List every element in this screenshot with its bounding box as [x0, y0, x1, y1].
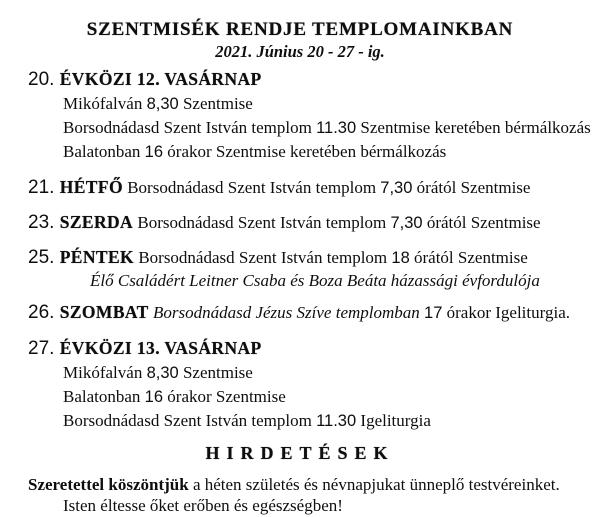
day-heading — [28, 246, 600, 270]
announcement-line — [63, 496, 600, 517]
text-run: Szentmise keretében bérmálkozás — [356, 118, 591, 137]
text-run: 7,30 — [390, 214, 423, 232]
text-run: ÉVKÖZI 12. VASÁRNAP — [59, 69, 262, 89]
section-friday-june-25 — [28, 246, 600, 292]
text-run: ÉVKÖZI 13. VASÁRNAP — [59, 338, 262, 358]
text-run: a héten születés és névnapjukat ünneplő testvéreinket. — [188, 475, 560, 494]
text-run: órától Szentmise — [412, 178, 531, 197]
section-sunday-june-20 — [28, 68, 600, 164]
text-run: 8,30 — [146, 95, 179, 113]
text-run: 8,30 — [146, 364, 179, 382]
text-run: 26. — [28, 302, 60, 323]
schedule-line — [63, 116, 600, 140]
text-run: 11.30 — [316, 412, 357, 430]
text-run: Borsodnádasd Szent István templom — [122, 178, 381, 197]
text-run: 23. — [28, 212, 60, 233]
announcements-heading: HIRDETÉSEK — [205, 443, 395, 463]
text-run: Borsodnádasd Szent István templom — [63, 411, 317, 430]
text-run: Balatonban — [63, 387, 145, 406]
text-run: Balatonban — [63, 142, 145, 161]
day-heading — [28, 176, 600, 200]
section-saturday-june-26 — [28, 301, 600, 325]
text-run: Borsodnádasd Szent István templom — [133, 213, 391, 232]
schedule-line — [63, 385, 600, 409]
text-run: 16 — [144, 143, 164, 161]
text-run: 21. — [28, 177, 60, 198]
day-heading — [28, 68, 600, 92]
text-run: 7,30 — [380, 179, 413, 197]
text-run: Szentmise — [178, 94, 253, 113]
text-run: Borsodnádasd Jézus Szíve templomban — [152, 303, 420, 322]
text-run: Borsodnádasd Szent István templom — [63, 118, 317, 137]
intention-line — [90, 270, 600, 292]
text-run: PÉNTEK — [59, 247, 135, 267]
text-run: órakor Igeliturgia. — [442, 303, 570, 322]
text-run: Mikófalván — [63, 94, 147, 113]
day-heading — [28, 301, 600, 325]
text-run: Igeliturgia — [356, 411, 431, 430]
schedule-line — [63, 361, 600, 385]
section-sunday-june-27 — [28, 337, 600, 433]
text-run: 11.30 — [316, 119, 357, 137]
section-monday-june-21 — [28, 176, 600, 200]
text-run: órától Szentmise — [422, 213, 541, 232]
text-run: 20. — [28, 69, 60, 90]
announcement-line — [28, 475, 600, 496]
text-run: Élő Családért Leitner Csaba és Boza Beáta házassági évfordulója — [90, 271, 540, 290]
text-run: 25. — [28, 247, 60, 268]
text-run: órától Szentmise — [409, 248, 528, 267]
text-run: 17 — [424, 304, 443, 322]
text-run: HÉTFŐ — [59, 177, 123, 197]
text-run: 16 — [144, 388, 164, 406]
day-heading — [28, 211, 600, 235]
text-run: Isten éltesse őket erőben és egészségben! — [63, 496, 343, 515]
text-run: SZERDA — [59, 212, 134, 232]
text-run: Szeretettel köszöntjük — [28, 475, 189, 494]
text-run: Szentmise — [178, 363, 253, 382]
document-subtitle: 2021. Június 20 - 27 - ig. — [215, 42, 385, 61]
document-title: SZENTMISÉK RENDJE TEMPLOMAINKBAN — [86, 19, 514, 40]
schedule-line — [63, 92, 600, 116]
day-heading — [28, 337, 600, 361]
text-run: Mikófalván — [63, 363, 147, 382]
text-run: órakor Szentmise keretében bérmálkozás — [163, 142, 447, 161]
text-run: Borsodnádasd Szent István templom — [134, 248, 392, 267]
schedule-line — [63, 409, 600, 433]
text-run: órakor Szentmise — [163, 387, 286, 406]
text-run: 18 — [391, 249, 410, 267]
text-run: SZOMBAT — [59, 302, 149, 322]
schedule-line — [63, 140, 600, 164]
section-wednesday-june-23 — [28, 211, 600, 235]
text-run: 27. — [28, 338, 60, 359]
